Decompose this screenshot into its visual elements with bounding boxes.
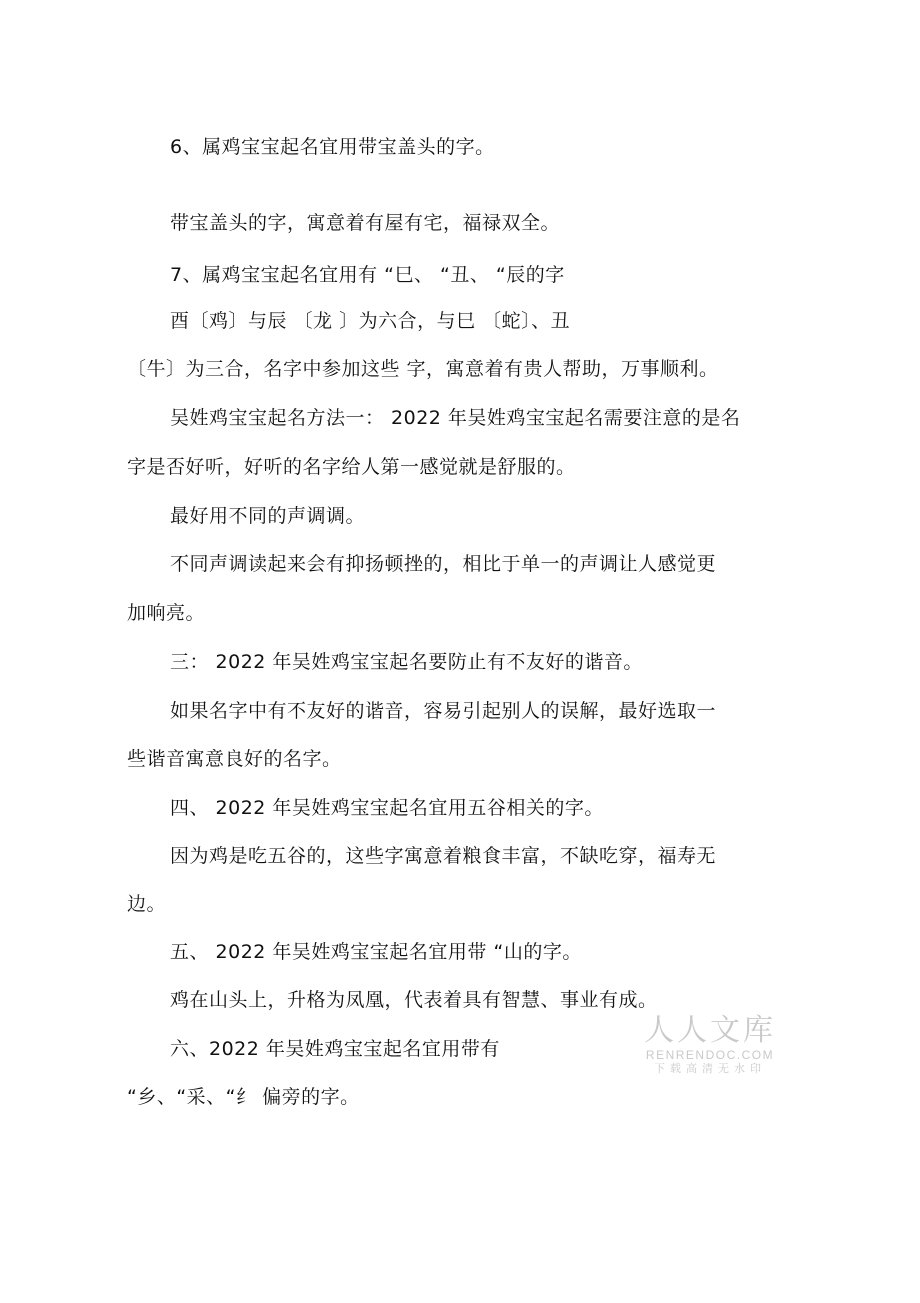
text-line-5: 〔牛〕为三合，名字中参加这些 字，寓意着有贵人帮助，万事顺利。: [127, 358, 719, 380]
watermark-tagline: 下载高清无水印: [654, 1062, 766, 1075]
text-line-19: 六、2022 年吴姓鸡宝宝起名宜用带有: [170, 1038, 500, 1060]
watermark-logo-text: 人人文库: [644, 1013, 776, 1048]
text-line-11: 三： 2022 年吴姓鸡宝宝起名要防止有不友好的谐音。: [170, 651, 643, 673]
watermark-url: RENRENDOC.COM: [645, 1048, 775, 1062]
text-line-15: 因为鸡是吃五谷的，这些字寓意着粮食丰富，不缺吃穿，福寿无: [170, 845, 717, 867]
text-line-7: 字是否好听，好听的名字给人第一感觉就是舒服的。: [127, 456, 576, 478]
text-line-8: 最好用不同的声调调。: [170, 505, 366, 527]
text-line-2: 带宝盖头的字，寓意着有屋有宅，福禄双全。: [170, 212, 561, 234]
text-line-12: 如果名字中有不友好的谐音，容易引起别人的误解，最好选取一: [170, 700, 717, 722]
text-line-20: “乡、“采、“纟 偏旁的字。: [127, 1086, 360, 1108]
text-line-18: 鸡在山头上，升格为凤凰，代表着具有智慧、事业有成。: [170, 989, 658, 1011]
renrendoc-watermark: [640, 1014, 780, 1076]
text-line-6: 吴姓鸡宝宝起名方法一： 2022 年吴姓鸡宝宝起名需要注意的是名: [170, 407, 741, 429]
text-line-17: 五、 2022 年吴姓鸡宝宝起名宜用带 “山的字。: [170, 941, 582, 963]
text-line-14: 四、 2022 年吴姓鸡宝宝起名宜用五谷相关的字。: [170, 797, 604, 819]
text-line-9: 不同声调读起来会有抑扬顿挫的，相比于单一的声调让人感觉更: [170, 553, 717, 575]
text-line-4: 酉〔鸡〕与辰 〔龙 〕为六合，与巳 〔蛇〕、丑: [170, 310, 571, 332]
text-line-3: 7、属鸡宝宝起名宜用有 “巳、 “丑、 “辰的字: [170, 264, 565, 286]
text-line-10: 加响亮。: [127, 602, 206, 624]
text-line-1: 6、属鸡宝宝起名宜用带宝盖头的字。: [170, 136, 495, 158]
text-line-16: 边。: [127, 893, 167, 915]
text-line-13: 些谐音寓意良好的名字。: [127, 748, 342, 770]
